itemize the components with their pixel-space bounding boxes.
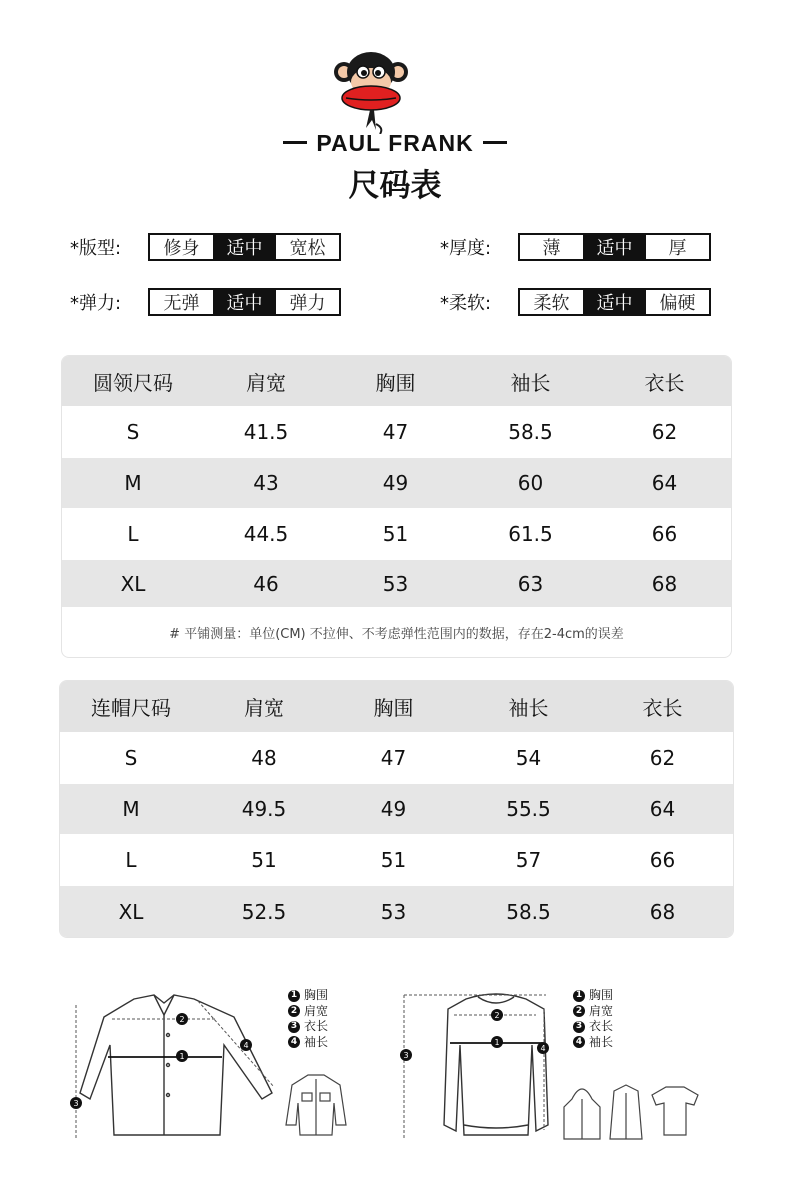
table-header-cell: 肩宽: [246, 370, 286, 395]
table-row: [62, 458, 731, 508]
legend-item: [573, 988, 613, 1004]
attr-thickness-option: 厚: [646, 235, 709, 259]
table-cell: 47: [380, 746, 407, 770]
brand-dash-left: [283, 141, 307, 144]
table-cell: 64: [651, 471, 678, 495]
legend-number-icon: 4: [288, 1036, 300, 1048]
page-title: 尺码表: [348, 168, 442, 204]
table-cell: 61.5: [508, 522, 553, 546]
attr-thickness: [440, 231, 711, 263]
table-cell: 63: [517, 571, 544, 596]
table-cell: 51: [380, 848, 407, 872]
table-cell: 49.5: [241, 797, 287, 821]
legend-text: 肩宽: [589, 1003, 614, 1018]
table-cell: 48: [251, 746, 277, 770]
legend-text: 胸围: [589, 988, 614, 1002]
table-cell: 68: [649, 899, 676, 924]
table-cell: L: [127, 522, 139, 546]
table-cell: S: [124, 746, 138, 770]
table-cell: 53: [380, 899, 407, 924]
table-cell: 68: [651, 571, 678, 596]
brand-dash-right: [483, 141, 507, 144]
table-cell: M: [122, 797, 140, 821]
svg-text:3: 3: [403, 1051, 409, 1060]
table-header-cell: 衣长: [644, 370, 685, 395]
table-header-cell: 袖长: [508, 696, 549, 720]
legend-item: [288, 1019, 328, 1035]
table-header-cell: 胸围: [375, 370, 416, 395]
table-cell: 47: [382, 420, 409, 444]
table-cell: XL: [120, 571, 146, 596]
table-cell: 54: [515, 746, 542, 770]
attr-thickness-options: [518, 233, 711, 261]
svg-text:3: 3: [73, 1099, 79, 1108]
table-header-cell: 连帽尺码: [91, 696, 171, 720]
table-header-cell: 衣长: [642, 696, 683, 720]
legend-text: 衣长: [589, 1019, 614, 1033]
attr-fit-label: *版型:: [70, 238, 122, 259]
legend-number-icon: 4: [573, 1036, 585, 1048]
svg-text:4: 4: [243, 1041, 249, 1050]
table-cell: 46: [253, 571, 279, 596]
legend-number-icon: 2: [573, 1005, 585, 1017]
svg-text:2: 2: [494, 1011, 500, 1020]
table-cell: 43: [253, 471, 279, 495]
attr-softness-label: *柔软:: [440, 293, 492, 314]
attr-fit-option: 修身: [150, 235, 213, 259]
table-header-row: [60, 681, 733, 732]
table-row: [62, 508, 731, 560]
legend-item: [288, 1035, 328, 1051]
table-cell: 60: [517, 471, 544, 495]
attr-softness-options: [518, 288, 711, 316]
table-cell: 58.5: [506, 899, 551, 924]
measurement-note: # 平铺测量：单位(CM) 不拉伸、不考虑弹性范围内的数据，存在2-4cm的误差: [169, 626, 624, 642]
legend-text: 袖长: [304, 1034, 329, 1049]
table-row: [62, 560, 731, 607]
table-cell: 52.5: [241, 899, 287, 924]
legend-text: 衣长: [304, 1019, 329, 1033]
attr-fit-option-selected: 适中: [213, 235, 276, 259]
table-cell: M: [124, 471, 142, 495]
attr-thickness-option-selected: 适中: [583, 235, 646, 259]
table-row: [62, 406, 731, 458]
table-cell: 41.5: [243, 420, 289, 444]
table-row: [60, 834, 733, 886]
table-row: [60, 886, 733, 937]
attr-elasticity-label: *弹力:: [70, 293, 122, 314]
attr-thickness-option: 薄: [520, 235, 583, 259]
table-cell: 44.5: [243, 522, 289, 546]
crew-size-table: [61, 355, 732, 658]
legend-item: [288, 988, 328, 1004]
table-header-row: [62, 356, 731, 406]
monkey-logo-icon: [330, 50, 412, 134]
legend-number-icon: 2: [288, 1005, 300, 1017]
legend-text: 胸围: [304, 988, 329, 1002]
legend-number-icon: 1: [288, 990, 300, 1002]
attr-elasticity-option: 无弹: [150, 290, 213, 314]
table-cell: S: [126, 420, 140, 444]
svg-text:1: 1: [494, 1038, 500, 1047]
sweater-measure-diagram: [396, 975, 706, 1150]
svg-text:1: 1: [179, 1052, 185, 1061]
table-cell: 66: [649, 848, 676, 872]
legend-number-icon: 1: [573, 990, 585, 1002]
table-header-cell: 袖长: [510, 370, 551, 395]
svg-text:2: 2: [179, 1015, 185, 1024]
legend-number-icon: 3: [288, 1021, 300, 1033]
table-cell: 58.5: [508, 420, 553, 444]
legend-item: [573, 1019, 613, 1035]
attr-thickness-label: *厚度:: [440, 238, 492, 259]
table-cell: 51: [251, 848, 277, 872]
attr-softness-option: 偏硬: [646, 290, 709, 314]
legend-item: [573, 1035, 613, 1051]
sweater-legend: [573, 988, 613, 1050]
attr-elasticity: [70, 286, 341, 318]
table-cell: 57: [515, 848, 542, 872]
legend-item: [573, 1004, 613, 1020]
legend-number-icon: 3: [573, 1021, 585, 1033]
brand-name: [0, 130, 790, 157]
table-cell: 53: [382, 571, 409, 596]
table-header-cell: 圆领尺码: [93, 370, 173, 395]
table-cell: 62: [649, 746, 676, 770]
attr-softness-option: 柔软: [520, 290, 583, 314]
table-cell: 49: [380, 797, 407, 821]
attr-elasticity-option-selected: 适中: [213, 290, 276, 314]
attr-fit: [70, 231, 341, 263]
attr-fit-option: 宽松: [276, 235, 339, 259]
legend-item: [288, 1004, 328, 1020]
table-cell: 66: [651, 522, 678, 546]
attr-softness-option-selected: 适中: [583, 290, 646, 314]
hoodie-size-table: [59, 680, 734, 938]
shirt-legend: [288, 988, 328, 1050]
attr-elasticity-option: 弹力: [276, 290, 339, 314]
table-cell: XL: [118, 899, 144, 924]
table-cell: 64: [649, 797, 676, 821]
legend-text: 袖长: [589, 1034, 614, 1049]
table-row: [60, 732, 733, 784]
table-header-cell: 肩宽: [244, 696, 284, 720]
table-header-cell: 胸围: [373, 696, 414, 720]
table-row: [60, 784, 733, 834]
table-cell: 49: [382, 471, 409, 495]
table-cell: L: [125, 848, 137, 872]
table-cell: 51: [382, 522, 409, 546]
brand-text: PAUL FRANK: [316, 130, 474, 156]
attr-softness: [440, 286, 711, 318]
attr-fit-options: [148, 233, 341, 261]
attr-elasticity-options: [148, 288, 341, 316]
svg-text:4: 4: [540, 1044, 546, 1053]
legend-text: 肩宽: [304, 1003, 329, 1018]
table-cell: 55.5: [506, 797, 551, 821]
table-cell: 62: [651, 420, 678, 444]
